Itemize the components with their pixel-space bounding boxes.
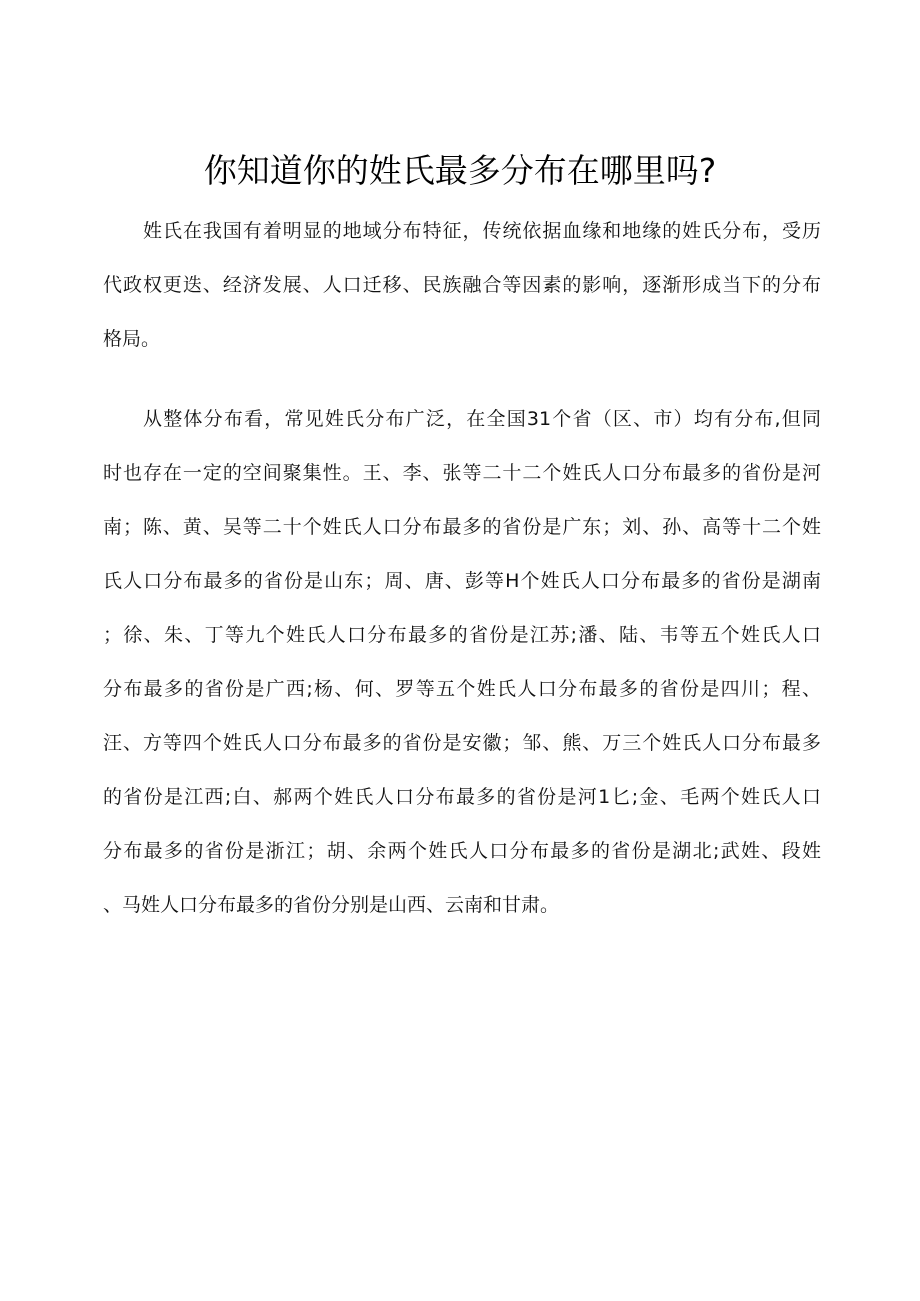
paragraph-line: ；徐、朱、丁等九个姓氏人口分布最多的省份是江苏;潘、陆、韦等五个姓氏人口: [103, 624, 821, 646]
paragraph-line: 时也存在一定的空间聚集性。王、李、张等二十二个姓氏人口分布最多的省份是河: [103, 462, 821, 484]
paragraph-line: 的省份是江西;白、郝两个姓氏人口分布最多的省份是河1匕;金、毛两个姓氏人口: [103, 786, 821, 808]
paragraph-line: 分布最多的省份是浙江；胡、余两个姓氏人口分布最多的省份是湖北;武姓、段姓: [103, 840, 821, 862]
paragraph-line: 、马姓人口分布最多的省份分别是山西、云南和甘肃。: [103, 894, 560, 916]
paragraph-line: 代政权更迭、经济发展、人口迁移、民族融合等因素的影响，逐渐形成当下的分布: [103, 274, 821, 296]
paragraph-intro: [103, 204, 821, 366]
paragraph-distribution: [103, 392, 821, 932]
paragraph-line: 南；陈、黄、吴等二十个姓氏人口分布最多的省份是广东；刘、孙、高等十二个姓: [103, 516, 821, 538]
paragraph-line: 姓氏在我国有着明显的地域分布特征，传统依据血缘和地缘的姓氏分布，受历: [143, 220, 821, 242]
paragraph-line: 从整体分布看，常见姓氏分布广泛，在全国31个省（区、市）均有分布,但同: [143, 408, 821, 430]
paragraph-line: 汪、方等四个姓氏人口分布最多的省份是安徽；邹、熊、万三个姓氏人口分布最多: [103, 732, 821, 754]
paragraph-line: 格局。: [103, 328, 161, 350]
paragraph-line: 分布最多的省份是广西;杨、何、罗等五个姓氏人口分布最多的省份是四川；程、: [103, 678, 821, 700]
paragraph-line: 氏人口分布最多的省份是山东；周、唐、彭等H个姓氏人口分布最多的省份是湖南: [103, 570, 821, 592]
document-title: 你知道你的姓氏最多分布在哪里吗?: [203, 151, 717, 190]
